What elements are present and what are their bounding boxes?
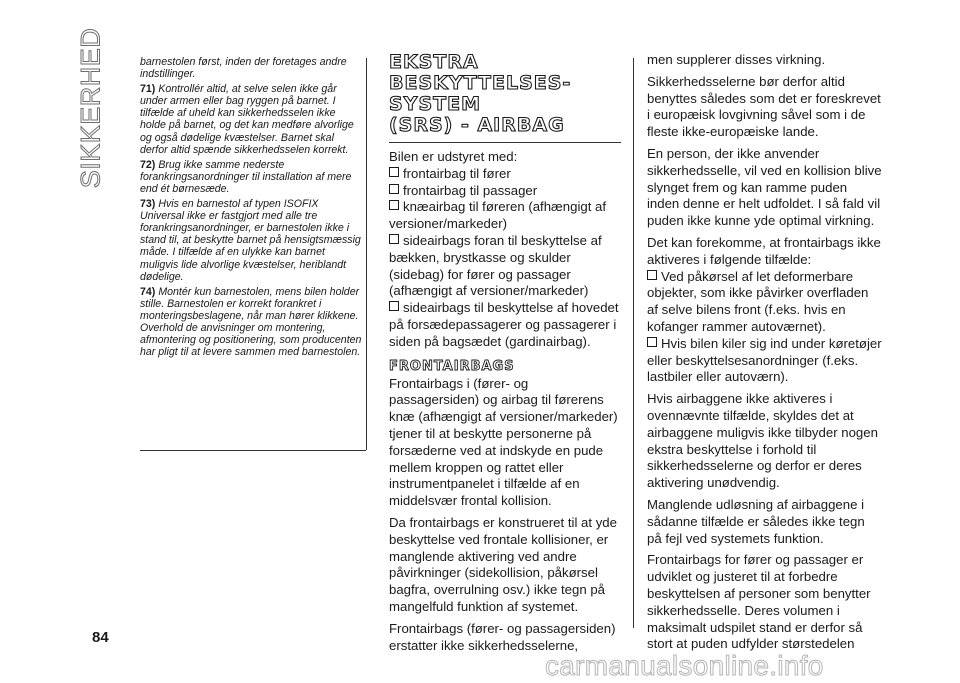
checkbox-bullet-icon — [647, 270, 657, 280]
list-item: knæairbag til føreren (afhængigt af versioner/markeder) — [389, 199, 607, 232]
checkbox-bullet-icon — [389, 234, 399, 244]
note-number: 73) — [140, 198, 156, 211]
checkbox-bullet-icon — [389, 301, 399, 311]
checkbox-bullet-icon — [389, 200, 399, 210]
note-text: Hvis en barnestol af typen ISOFIX Universal ikke er fastgjort med alle tre forankringsanordninger, er barnestolen ikke i stand til, at beskytte barnet på hensigtsmæssig måde. I tilfælde af en ulykke kan barnet muligvis lide alvorlige kvæstelser, heriblandt dødelige. — [140, 198, 361, 283]
checkbox-bullet-icon — [647, 337, 657, 347]
notes-column — [140, 56, 362, 361]
section-title-line: (SRS) - AIRBAG — [389, 114, 565, 136]
note-73 — [140, 198, 362, 283]
note-number: 72) — [140, 158, 156, 171]
paragraph: Frontairbags (fører- og passagersiden) erstatter ikke sikkerhedsselerne, — [389, 620, 616, 653]
list-item: sideairbags til beskyttelse af hovedet på forsædepassagerer og passagerer i siden på bagsædet (gardinairbag). — [389, 300, 619, 349]
paragraph: Frontairbags i (fører- og passagersiden) og airbag til førerens knæ (afhængigt af versioner/markeder) tjener til at beskytte personerne på forsæderne ved at indskyde en pude mellem kroppen og rattet eller instrumentpanelet i tilfælde af en middelsvær frontal kollision. — [389, 375, 618, 509]
paragraph: Frontairbags for fører og passager er udviklet og justeret til at forbedre beskyttelsen af personer som benytter sikkerhedsselle. Deres volumen i maksimalt udspilet stand er derfor så stort at puden udfylder størstedelen — [647, 552, 871, 652]
paragraph: men supplerer disses virkning. — [647, 52, 826, 67]
note-71 — [140, 83, 362, 156]
paragraph: Det kan forekomme, at frontairbags ikke aktiveres i følgende tilfælde: — [647, 234, 881, 267]
paragraph: Da frontairbags er konstrueret til at yde beskyttelse ved frontale kollisioner, er manglende aktivering ved andre påvirkninger (sidekollision, påkørsel bagfra, overrulning osv.) ikke tegn på mangelfuld funktion af systemet. — [389, 514, 617, 614]
note-text: Kontrollér altid, at selve selen ikke går under armen eller bag ryggen på barnet. I tilfælde af uheld kan sikkerhedsselen ikke holde på barnet, og det kan medføre alvorlige og også dødelige kvæstelser. Barnet skal derfor altid spænde sikkerhedsselen korrekt. — [140, 83, 354, 156]
paragraph: En person, der ikke anvender sikkerhedsselle, vil ved en kollision blive slynget frem og kan ramme puden inden denne er helt udfoldet. I så fald vil puden ikke kunne yde optimal virkning. — [647, 145, 882, 229]
equipment-intro: Bilen er udstyret med: — [389, 149, 518, 164]
paragraph: Manglende udløsning af airbaggene i sådanne tilfælde er således ikke tegn på fejl ved systemets funktion. — [647, 496, 865, 546]
note-text: Montér kun barnestolen, mens bilen holder stille. Barnestolen er korrekt forankret i monteringsbeslagene, når man hører klikkene. Overhold de anvisninger om montering, afmontering og positionering, som producenten har pligt til at levere sammen med barnestolen. — [140, 285, 362, 359]
list-item: Ved påkørsel af let deformerbare objekter, som ikke påvirker overfladen af selve bilens front (f.eks. hvis en kofanger rammer autoværnet). — [647, 268, 869, 334]
notes-intro: barnestolen først, inden der foretages andre indstillinger. — [140, 56, 347, 81]
note-number: 74) — [140, 285, 156, 298]
list-item: frontairbag til passager — [389, 183, 621, 200]
list-item: frontairbag til fører — [389, 166, 621, 183]
column-divider-1 — [366, 58, 367, 450]
checkbox-bullet-icon — [389, 167, 399, 177]
section-title-line: SYSTEM — [389, 93, 481, 115]
airbag-column — [389, 52, 621, 659]
checkbox-bullet-icon — [389, 184, 399, 194]
section-title-line: EKSTRA — [389, 51, 479, 73]
section-title — [389, 52, 621, 136]
chapter-side-title — [70, 27, 112, 188]
paragraph: Hvis airbaggene ikke aktiveres i ovennævnte tilfælde, skyldes det at airbaggene muligvis ikke tilbyder nogen ekstra beskyttelse i forhold til sikkerhedsselerne og derfor er deres aktivering unødvendig. — [647, 391, 878, 491]
notes-bottom-rule — [140, 450, 366, 451]
page-number: 84 — [92, 629, 109, 646]
list-item: Hvis bilen kiler sig ind under køretøjer eller beskyttelsesanordninger (f.eks. lastbiler eller autoværn). — [647, 335, 882, 385]
section-title-line: BESKYTTELSES- — [389, 72, 572, 94]
column-divider-2 — [633, 58, 634, 628]
note-72 — [140, 159, 362, 195]
frontairbags-heading: FRONTAIRBAGS — [389, 358, 515, 374]
chapter-side-title-text: SIKKERHED — [75, 27, 106, 188]
paragraph: Sikkerhedsselerne bør derfor altid benyttes således som det er foreskrevet i europæisk lovgivning såvel som i de fleste ikke-europæiske lande. — [647, 73, 881, 140]
note-text: Brug ikke samme nederste forankringsanordninger til installation af mere end ét børnesæde. — [140, 158, 352, 195]
note-74 — [140, 286, 362, 359]
list-item: sideairbags foran til beskyttelse af bækken, brystkasse og skulder (sidebag) for fører og passager (afhængigt af versioner/markeder) — [389, 232, 602, 299]
watermark: carmanualsonline.info — [545, 650, 824, 681]
airbag-continued-column — [647, 52, 883, 658]
section-title-rule — [389, 142, 621, 143]
note-number: 71) — [140, 83, 156, 96]
